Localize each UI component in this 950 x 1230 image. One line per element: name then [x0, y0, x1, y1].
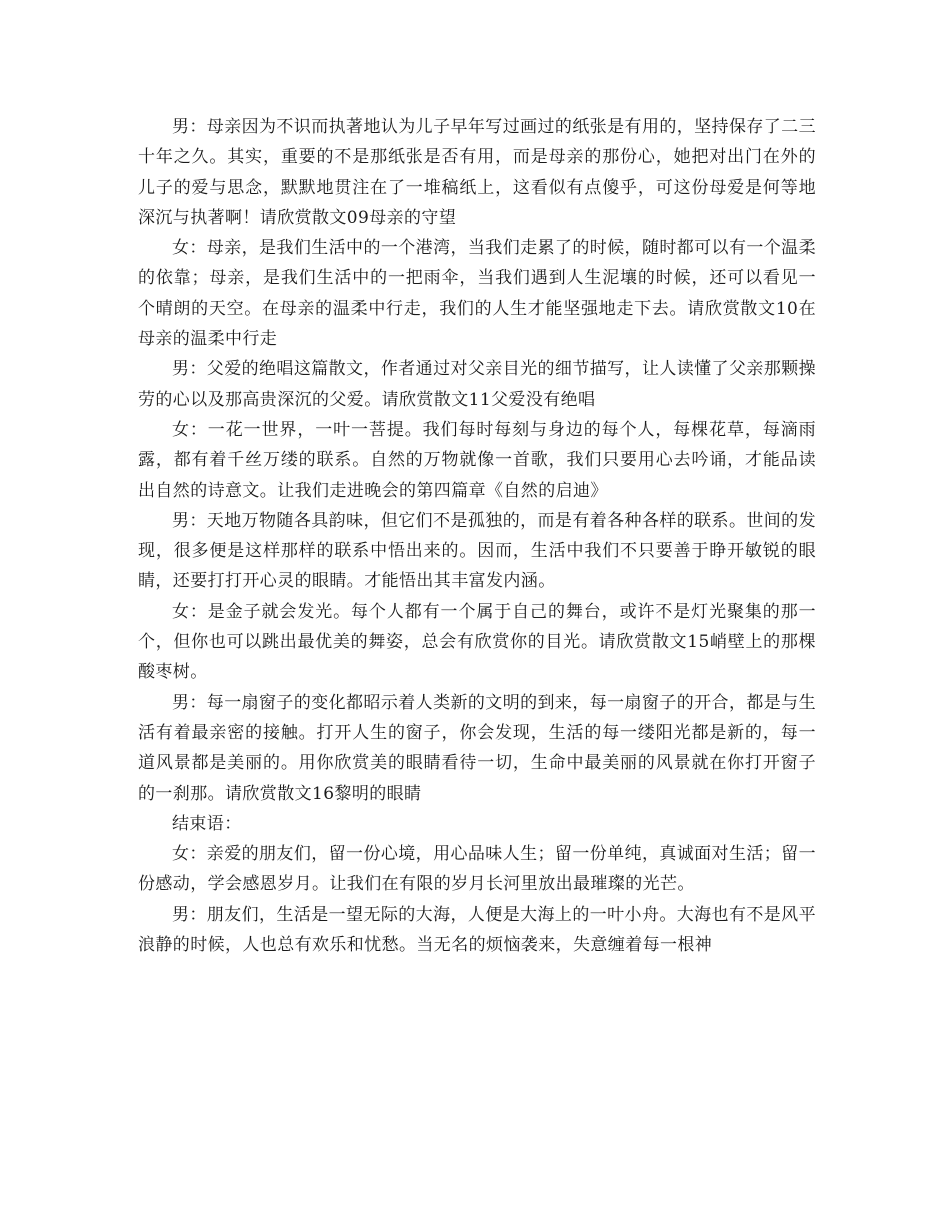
paragraph-windows: 男：每一扇窗子的变化都昭示着人类新的文明的到来，每一扇窗子的开合，都是与生活有着最亲密的接触。打开人生的窗子，你会发现，生活的每一缕阳光都是新的，每一道风景都是美丽的。用你欣赏美的眼睛看待一切，生命中最美丽的风景就在你打开窗子的一刹那。请欣赏散文16黎明的眼睛	[138, 692, 816, 804]
paragraph-nature-connections: 男：天地万物随各具韵味，但它们不是孤独的，而是有着各种各样的联系。世间的发现，很多便是这样那样的联系中悟出来的。因而，生活中我们不只要善于睁开敏锐的眼睛，还要打打开心灵的眼睛。才能悟出其丰富发内涵。	[138, 510, 816, 592]
paragraph-mother-keepsake: 男：母亲因为不识而执著地认为儿子早年写过画过的纸张是有用的，坚持保存了二三十年之久。其实，重要的不是那纸张是否有用，而是母亲的那份心，她把对出门在外的儿子的爱与思念，默默地贯注在了一堆稿纸上，这看似有点傻乎，可这份母爱是何等地深沉与执著啊！请欣赏散文09母亲的守望	[138, 117, 816, 228]
paragraph-nature-intro: 女：一花一世界，一叶一菩提。我们每时每刻与身边的每个人，每棵花草，每滴雨露，都有着千丝万缕的联系。自然的万物就像一首歌，我们只要用心去吟诵，才能品读出自然的诗意文。让我们走进晚会的第四篇章《自然的启迪》	[138, 419, 816, 501]
paragraph-gold-shines: 女：是金子就会发光。每个人都有一个属于自己的舞台，或许不是灯光聚集的那一个，但你也可以跳出最优美的舞姿，总会有欣赏你的目光。请欣赏散文15峭壁上的那棵酸枣树。	[138, 601, 816, 683]
paragraph-mother-harbor: 女：母亲，是我们生活中的一个港湾，当我们走累了的时候，随时都可以有一个温柔的依靠；母亲，是我们生活中的一把雨伞，当我们遇到人生泥壤的时候，还可以看见一个晴朗的天空。在母亲的温柔中行走，我们的人生才能坚强地走下去。请欣赏散文10在母亲的温柔中行走	[138, 238, 816, 350]
paragraph-closing-male: 男：朋友们，生活是一望无际的大海，人便是大海上的一叶小舟。大海也有不是风平浪静的时候，人也总有欢乐和忧愁。当无名的烦恼袭来，失意缠着每一根神	[138, 904, 816, 956]
paragraph-closing-heading: 结束语：	[172, 813, 242, 834]
document-page	[138, 112, 816, 960]
paragraph-closing-female: 女：亲爱的朋友们，留一份心境，用心品味人生；留一份单纯，真诚面对生活；留一份感动，学会感恩岁月。让我们在有限的岁月长河里放出最璀璨的光芒。	[138, 844, 816, 895]
paragraph-father-love: 男：父爱的绝唱这篇散文，作者通过对父亲目光的细节描写，让人读懂了父亲那颗操劳的心以及那高贵深沉的父爱。请欣赏散文11父爱没有绝唱	[138, 359, 816, 410]
